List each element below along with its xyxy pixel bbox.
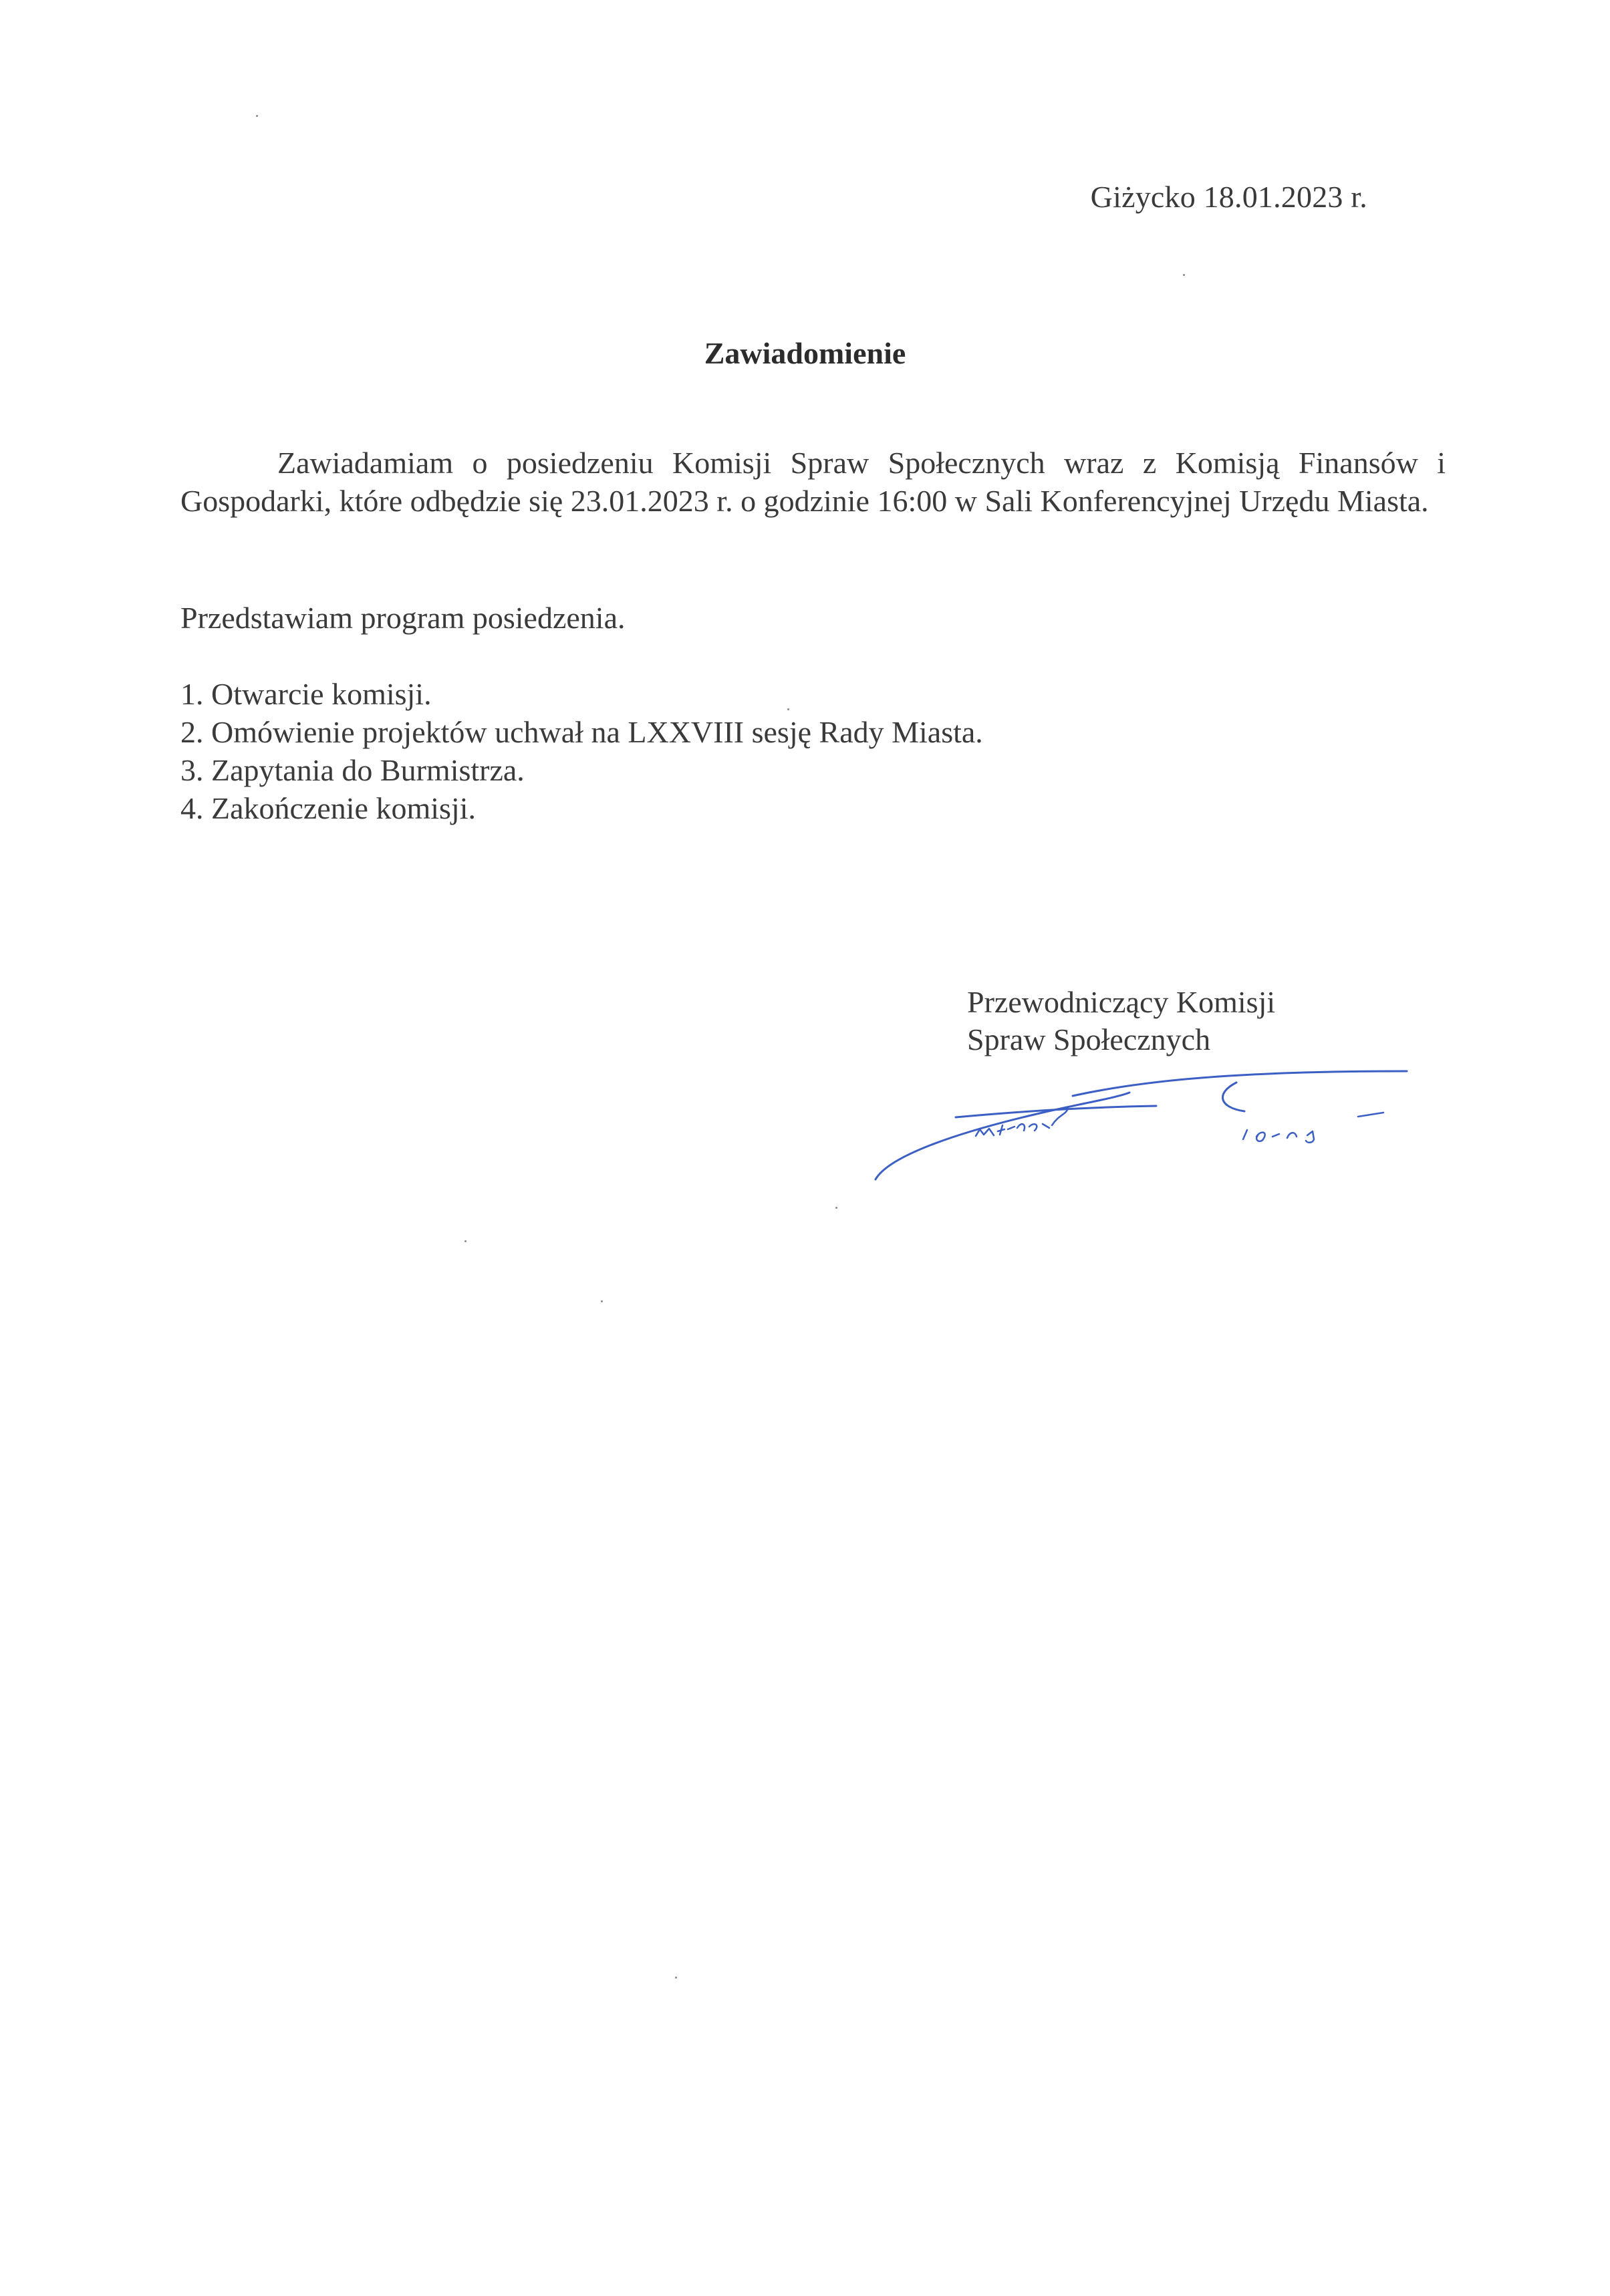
handwritten-signature [862,1039,1424,1193]
scan-speck [464,1240,466,1242]
notice-paragraph: Zawiadamiam o posiedzeniu Komisji Spraw Społecznych wraz z Komisją Finansów i Gospodarki, które odbędzie się 23.01.2023 r. o godzinie 16:00 w Sali Konferencyjnej Urzędu Miasta. [180,446,1446,518]
place-and-date: Giżycko 18.01.2023 r. [1090,180,1367,214]
agenda-item: 4. Zakończenie komisji. [180,791,476,825]
scan-speck [601,1300,603,1302]
scan-speck [835,1207,837,1209]
agenda-intro: Przedstawiam program posiedzenia. [180,601,626,635]
signatory-role-line-2: Spraw Społecznych [967,1022,1211,1056]
scan-speck [256,115,258,117]
document-title: Zawiadomienie [704,336,906,370]
scan-speck [787,708,789,710]
signatory-role-line-1: Przewodniczący Komisji [967,985,1276,1019]
scan-speck [675,1977,677,1979]
signature-strokes [876,1071,1407,1179]
agenda-item: 2. Omówienie projektów uchwał na LXXVIII sesję Rady Miasta. [180,715,983,749]
scan-speck [1183,274,1185,276]
agenda-item: 3. Zapytania do Burmistrza. [180,753,525,787]
agenda-list [180,675,983,827]
agenda-item: 1. Otwarcie komisji. [180,677,432,711]
